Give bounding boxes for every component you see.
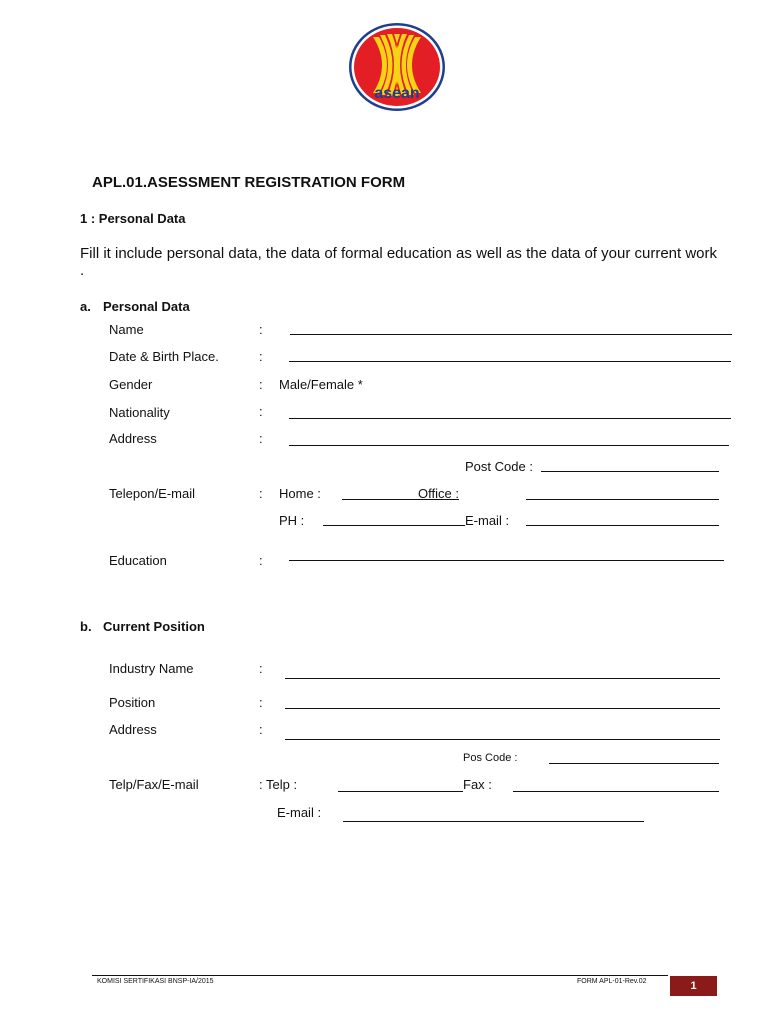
asean-logo xyxy=(347,21,447,113)
industry-field[interactable] xyxy=(285,678,720,679)
fax-label: Fax : xyxy=(463,777,492,792)
position-label: Position xyxy=(109,695,156,710)
intro-text: Fill it include personal data, the data of formal education as well as the data of your current work . xyxy=(80,245,718,279)
fax-field[interactable] xyxy=(513,791,719,792)
colon: : xyxy=(259,322,263,337)
colon: : xyxy=(259,486,263,501)
email-field[interactable] xyxy=(526,525,719,526)
colon: : xyxy=(259,349,263,364)
section-b-number: b. xyxy=(80,619,92,634)
colon: : xyxy=(259,404,263,419)
poscode-field[interactable] xyxy=(549,763,719,764)
home-label: Home : xyxy=(279,486,321,501)
position-email-field[interactable] xyxy=(343,821,644,822)
form-title: APL.01.ASESSMENT REGISTRATION FORM xyxy=(92,174,406,191)
postcode-field[interactable] xyxy=(541,471,719,472)
logo-text: asean xyxy=(374,85,420,102)
ph-field[interactable] xyxy=(323,525,465,526)
poscode-label: Pos Code : xyxy=(463,752,518,764)
ph-label: PH : xyxy=(279,513,305,528)
postcode-label: Post Code : xyxy=(465,459,533,474)
office-field[interactable] xyxy=(526,499,719,500)
phone-label: Telepon/E-mail xyxy=(109,486,195,501)
telp-label: : Telp : xyxy=(259,777,298,792)
education-label: Education xyxy=(109,553,167,568)
page-number: 1 xyxy=(670,976,717,996)
address-label: Address xyxy=(109,431,157,446)
colon: : xyxy=(259,661,263,676)
industry-label: Industry Name xyxy=(109,661,194,676)
colon: : xyxy=(259,722,263,737)
name-label: Name xyxy=(109,322,144,337)
section-b-heading: Current Position xyxy=(103,619,205,634)
footer-left: KOMISI SERTIFIKASI BNSP-IA/2015 xyxy=(97,978,214,985)
nationality-label: Nationality xyxy=(109,405,170,420)
contact-label: Telp/Fax/E-mail xyxy=(109,777,199,792)
home-field[interactable] xyxy=(342,499,418,500)
position-address-label: Address xyxy=(109,722,157,737)
telp-field[interactable] xyxy=(338,791,463,792)
colon: : xyxy=(259,431,263,446)
position-field[interactable] xyxy=(285,708,720,709)
position-email-label: E-mail : xyxy=(277,805,322,820)
colon: : xyxy=(259,695,263,710)
birth-label: Date & Birth Place. xyxy=(109,349,219,364)
email-label: E-mail : xyxy=(465,513,510,528)
name-field[interactable] xyxy=(290,334,732,335)
address-field[interactable] xyxy=(289,445,729,446)
position-address-field[interactable] xyxy=(285,739,720,740)
section-a-number: a. xyxy=(80,299,91,314)
colon: : xyxy=(259,553,263,568)
section-a-heading: Personal Data xyxy=(103,299,190,314)
colon: : xyxy=(259,377,263,392)
nationality-field[interactable] xyxy=(289,418,731,419)
footer-divider xyxy=(92,975,668,976)
office-label: Office : xyxy=(418,486,459,501)
gender-label: Gender xyxy=(109,377,153,392)
birth-field[interactable] xyxy=(289,361,731,362)
education-field[interactable] xyxy=(289,560,724,561)
footer-right: FORM APL-01-Rev.02 xyxy=(577,978,647,985)
gender-value[interactable]: Male/Female * xyxy=(279,377,363,392)
section-1-heading: 1 : Personal Data xyxy=(80,211,186,226)
